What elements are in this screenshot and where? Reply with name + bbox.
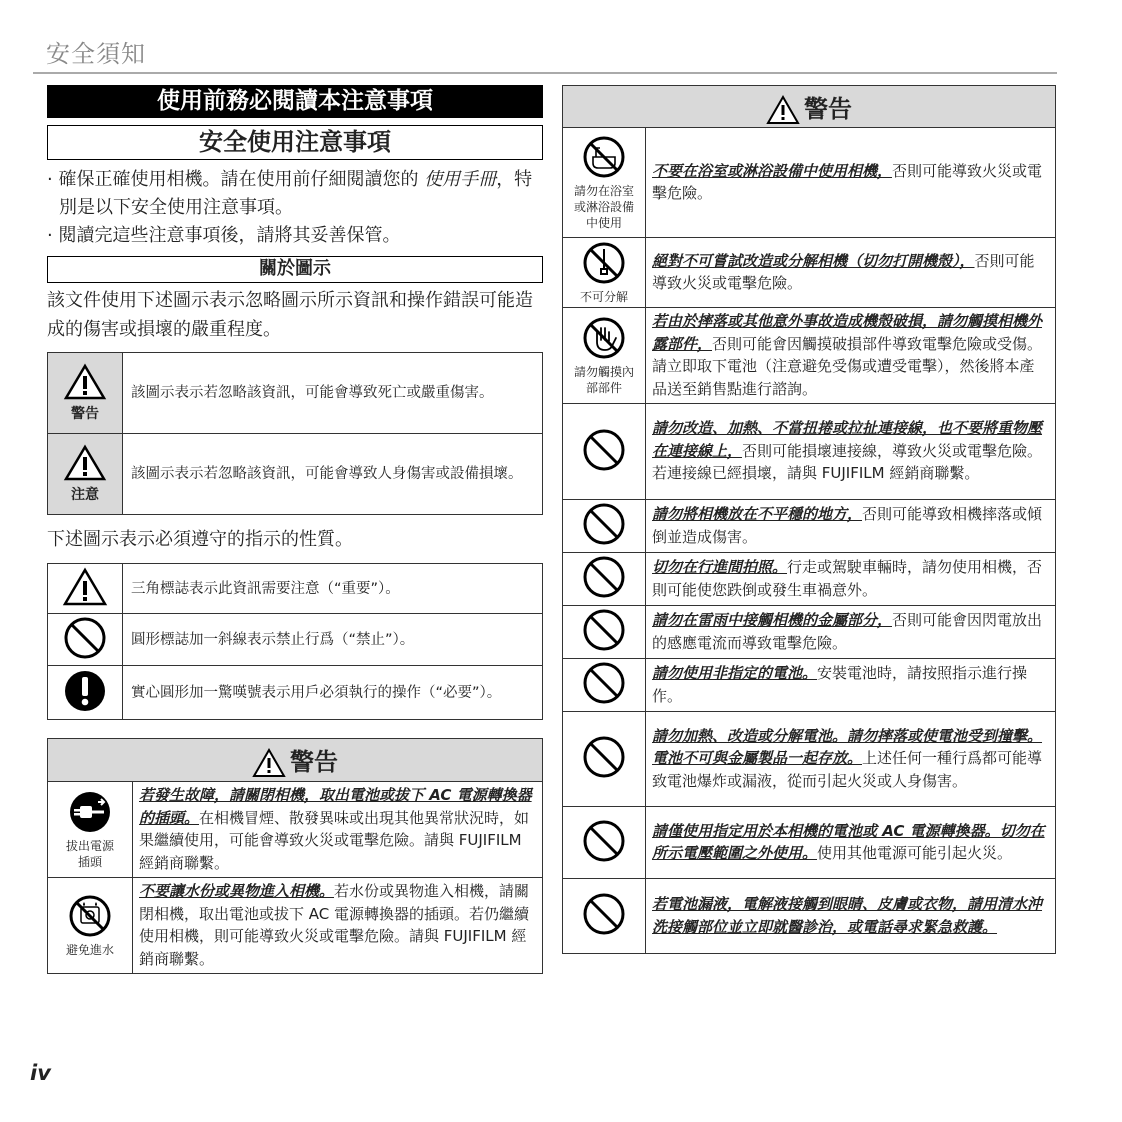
- warning-emphasis: 若由於摔落或其他意外事故造成機殼破損，請勿觸摸相機外露部件，: [652, 312, 1043, 353]
- instruction-intro: 下述圖示表示必須遵守的指示的性質。: [47, 529, 353, 550]
- instruction-text: 三角標誌表示此資訊需要注意（“重要”）。: [123, 564, 543, 614]
- no-touch-icon: [582, 316, 626, 360]
- warning-triangle-icon: [63, 363, 107, 401]
- warning-row: [563, 500, 1056, 553]
- prohibited-icon: [582, 428, 626, 472]
- warning-text: [133, 782, 543, 878]
- warning-icon-label: 拔出電源插頭: [65, 838, 114, 869]
- warning-emphasis: 請僅使用指定用於本相機的電池或 AC 電源轉換器。切勿在所示電壓範圍之外使用。: [652, 821, 1045, 862]
- warning-text: [646, 606, 1056, 659]
- warning-row: [563, 238, 1056, 308]
- warning-emphasis: 請勿改造、加熱、不當扭捲或拉扯連接線，也不要將重物壓在連接線上，: [652, 419, 1043, 460]
- intro-bullets: [47, 166, 547, 250]
- read-before-use-banner: 使用前務必閱讀本注意事項: [47, 85, 543, 118]
- prohibited-icon: [582, 555, 626, 599]
- severity-icon-cell: [48, 434, 123, 515]
- no-bathroom-icon: [582, 135, 626, 179]
- warning-icon-cell: [563, 500, 646, 553]
- warning-triangle-icon: [766, 95, 800, 125]
- bullet-text: ，特別是以下安全使用注意事項。: [59, 169, 533, 218]
- warning-emphasis: 若電池漏液，電解液接觸到眼睛、皮膚或衣物，請用清水沖洗接觸部位並立即就醫診治，或電話尋求緊急救護。: [652, 895, 1043, 936]
- prohibited-icon: [582, 661, 626, 705]
- instruction-row: [48, 564, 543, 614]
- warning-text: [646, 500, 1056, 553]
- warning-emphasis: 絕對不可嘗試改造或分解相機（切勿打開機殼），: [652, 251, 975, 270]
- about-icons-heading: 關於圖示: [47, 256, 543, 283]
- caution-triangle-icon: [63, 444, 107, 482]
- instruction-text: 圓形標誌加一斜線表示禁止行爲（“禁止”）。: [123, 614, 543, 666]
- warning-icon-cell: [563, 128, 646, 238]
- prohibited-icon: [582, 608, 626, 652]
- warning-text: [133, 878, 543, 974]
- prohibited-icon: [582, 502, 626, 546]
- warning-body: 使用其他電源可能引起火災。: [817, 844, 1013, 862]
- warning-emphasis: 不要讓水份或異物進入相機。: [139, 882, 335, 900]
- warning-text: [646, 712, 1056, 807]
- warning-row: [48, 782, 543, 878]
- warning-text: [646, 308, 1056, 404]
- instruction-icon-cell: [48, 564, 123, 614]
- warning-icon-cell: [563, 879, 646, 954]
- instruction-icon-cell: [48, 666, 123, 720]
- page-header-title: 安全須知: [46, 40, 146, 68]
- warning-body: 否則可能導致相機摔落或傾倒並造成傷害。: [652, 505, 1043, 546]
- instruction-row: [48, 666, 543, 720]
- bullet-text: 閱讀完這些注意事項後，請將其妥善保管。: [58, 225, 401, 246]
- severity-row: [48, 353, 543, 434]
- warning-text: [646, 128, 1056, 238]
- warning-icon-cell: [563, 606, 646, 659]
- warning-header-text: 警告: [804, 94, 852, 123]
- warning-text: [646, 879, 1056, 954]
- warning-row: [563, 807, 1056, 879]
- left-warning-table: [47, 738, 543, 974]
- warning-emphasis: 請勿在雷雨中接觸相機的金屬部分，: [652, 611, 893, 629]
- no-water-icon: [68, 894, 112, 938]
- bullet-item: [47, 166, 547, 222]
- prohibited-icon: [582, 892, 626, 936]
- warning-icon-cell: [563, 712, 646, 807]
- warning-header-text: 警告: [290, 748, 338, 776]
- instruction-icon-cell: [48, 614, 123, 666]
- severity-label-caution: 注意: [71, 487, 99, 503]
- warning-header: [563, 86, 1056, 128]
- attention-triangle-icon: [62, 567, 108, 607]
- warning-text: [646, 553, 1056, 606]
- right-warning-table: [562, 85, 1056, 954]
- warning-icon-label: 請勿觸摸內部部件: [573, 364, 634, 395]
- warning-icon-cell: [563, 238, 646, 308]
- warning-icon-label: 不可分解: [579, 289, 628, 304]
- warning-emphasis: 請勿使用非指定的電池。: [652, 664, 818, 682]
- warning-icon-cell: [563, 807, 646, 879]
- warning-text: [646, 659, 1056, 712]
- warning-icon-cell: [563, 553, 646, 606]
- warning-body: 否則可能損壞連接線，導致火災或電擊危險。若連接線已經損壞，請與 FUJIFILM 經銷商聯繫。: [652, 441, 1043, 483]
- warning-emphasis: 請勿加熱、改造或分解電池。請勿摔落或使電池受到撞擊。電池不可與金屬製品一起存放。: [652, 726, 1043, 768]
- warning-text: [646, 404, 1056, 500]
- warning-body: 在相機冒煙、散發異味或出現其他異常狀況時，如果繼續使用，可能會導致火災或電擊危險。請與 FUJIFILM 經銷商聯繫。: [139, 808, 530, 872]
- bullet-text: 確保正確使用相機。請在使用前仔細閱讀您的: [58, 169, 425, 190]
- warning-body: 安裝電池時，請按照指示進行操作。: [652, 664, 1028, 705]
- warning-row: [563, 712, 1056, 807]
- warning-icon-cell: [563, 308, 646, 404]
- warning-icon-cell: [48, 782, 133, 878]
- instruction-text: 實心圓形加一驚嘆號表示用戶必須執行的操作（“必要”）。: [123, 666, 543, 720]
- unplug-icon: [68, 790, 112, 834]
- bullet-item: [47, 222, 547, 250]
- severity-icon-cell: [48, 353, 123, 434]
- severity-row: [48, 434, 543, 515]
- severity-table: [47, 352, 543, 515]
- manual-title: 使用手冊: [424, 169, 497, 190]
- warning-row: [48, 878, 543, 974]
- warning-row: [563, 659, 1056, 712]
- instruction-table: [47, 563, 543, 720]
- severity-text: 該圖示表示若忽略該資訊，可能會導致死亡或嚴重傷害。: [123, 353, 543, 434]
- warning-icon-label: 避免進水: [65, 942, 114, 957]
- mandatory-icon: [63, 669, 107, 713]
- warning-row: [563, 553, 1056, 606]
- warning-body: 行走或駕駛車輛時，請勿使用相機，否則可能使您跌倒或發生車禍意外。: [652, 558, 1043, 599]
- warning-body: 否則可能導致火災或電擊危險。: [652, 251, 1035, 292]
- warning-row: [563, 128, 1056, 238]
- warning-triangle-icon: [252, 748, 286, 778]
- safety-notes-banner: 安全使用注意事項: [47, 125, 543, 160]
- page-number: iv: [30, 1061, 51, 1085]
- about-icons-text: 該文件使用下述圖示表示忽略圖示所示資訊和操作錯誤可能造成的傷害或損壞的嚴重程度。: [47, 290, 533, 340]
- warning-text: [646, 238, 1056, 308]
- prohibited-icon: [582, 735, 626, 779]
- warning-body: 若水份或異物進入相機，請關閉相機，取出電池或拔下 AC 電源轉換器的插頭。若仍繼續使用相機，則可能導致火災或電擊危險。請與 FUJIFILM 經銷商聯繫。: [139, 882, 530, 968]
- warning-icon-cell: [48, 878, 133, 974]
- no-disassemble-icon: [582, 241, 626, 285]
- warning-icon-cell: [563, 404, 646, 500]
- warning-emphasis: 若發生故障，請關閉相機，取出電池或拔下 AC 電源轉換器的插頭。: [139, 786, 532, 827]
- warning-body: 否則可能會因閃電放出的感應電流而導致電擊危險。: [652, 611, 1043, 652]
- warning-text: [646, 807, 1056, 879]
- warning-row: [563, 879, 1056, 954]
- warning-emphasis: 請勿將相機放在不平穩的地方，: [652, 505, 863, 523]
- warning-header: [48, 739, 543, 782]
- warning-body: 上述任何一種行爲都可能導致電池爆炸或漏液，從而引起火災或人身傷害。: [652, 749, 1043, 790]
- warning-emphasis: 不要在浴室或淋浴設備中使用相機，: [652, 161, 893, 180]
- instruction-row: [48, 614, 543, 666]
- warning-body: 否則可能會因觸摸破損部件導致電擊危險或受傷。請立即取下電池（注意避免受傷或遭受電擊），然後將本產品送至銷售點進行諮詢。: [652, 334, 1043, 398]
- severity-label-warning: 警告: [71, 406, 99, 422]
- header-divider: [33, 72, 1057, 74]
- warning-body: 否則可能導致火災或電擊危險。: [652, 161, 1043, 202]
- warning-row: [563, 606, 1056, 659]
- prohibited-icon: [63, 616, 107, 660]
- warning-row: [563, 308, 1056, 404]
- warning-icon-cell: [563, 659, 646, 712]
- severity-text: 該圖示表示若忽略該資訊，可能會導致人身傷害或設備損壞。: [123, 434, 543, 515]
- warning-emphasis: 切勿在行進間拍照。: [652, 558, 788, 576]
- prohibited-icon: [582, 819, 626, 863]
- warning-row: [563, 404, 1056, 500]
- warning-icon-label: 請勿在浴室或淋浴設備中使用: [573, 183, 634, 230]
